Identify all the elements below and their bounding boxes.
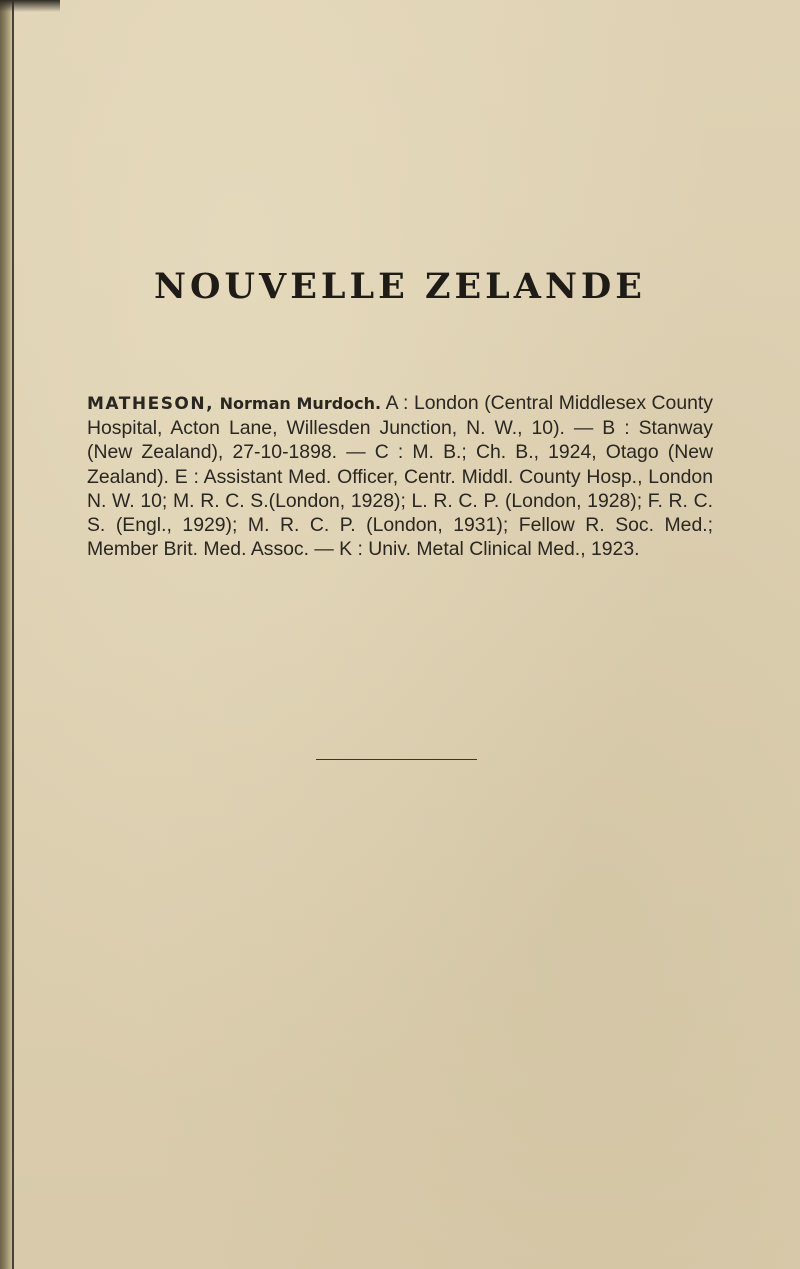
entry-line: Zealand), 27-10-1898. — C : M. B.; Ch. B., 1924, Otago (New Zealand). [87, 441, 714, 488]
section-divider-rule [316, 759, 477, 760]
entry-line: M. R. C. S.(London, 1928); L. R. C. P. (London, 1928); F. R. C. S. (Engl., [87, 489, 714, 537]
binding-line [12, 0, 14, 1269]
biographical-entry [87, 391, 713, 561]
entry-given-names: Norman Murdoch. [219, 394, 382, 413]
corner-shadow [0, 0, 60, 12]
entry-line: A : London (Central Middlesex County [385, 392, 713, 414]
entry-line: Assoc. — K : Univ. Metal Clinical Med., 1923. [250, 538, 640, 561]
entry-line: Hospital, Acton Lane, Willesden Junction, N. W., 10). — B : Stanway (New [87, 417, 713, 464]
entry-surname: MATHESON, [87, 394, 215, 414]
entry-line: E : Assistant Med. Officer, Centr. Middl. County Hosp., London N. W. 10; [87, 465, 713, 512]
page-title: NOUVELLE ZELANDE [154, 266, 646, 307]
entry-line: 1929); M. R. C. P. (London, 1931); Fellow R. Soc. Med.; Member Brit. Med. [87, 514, 714, 561]
